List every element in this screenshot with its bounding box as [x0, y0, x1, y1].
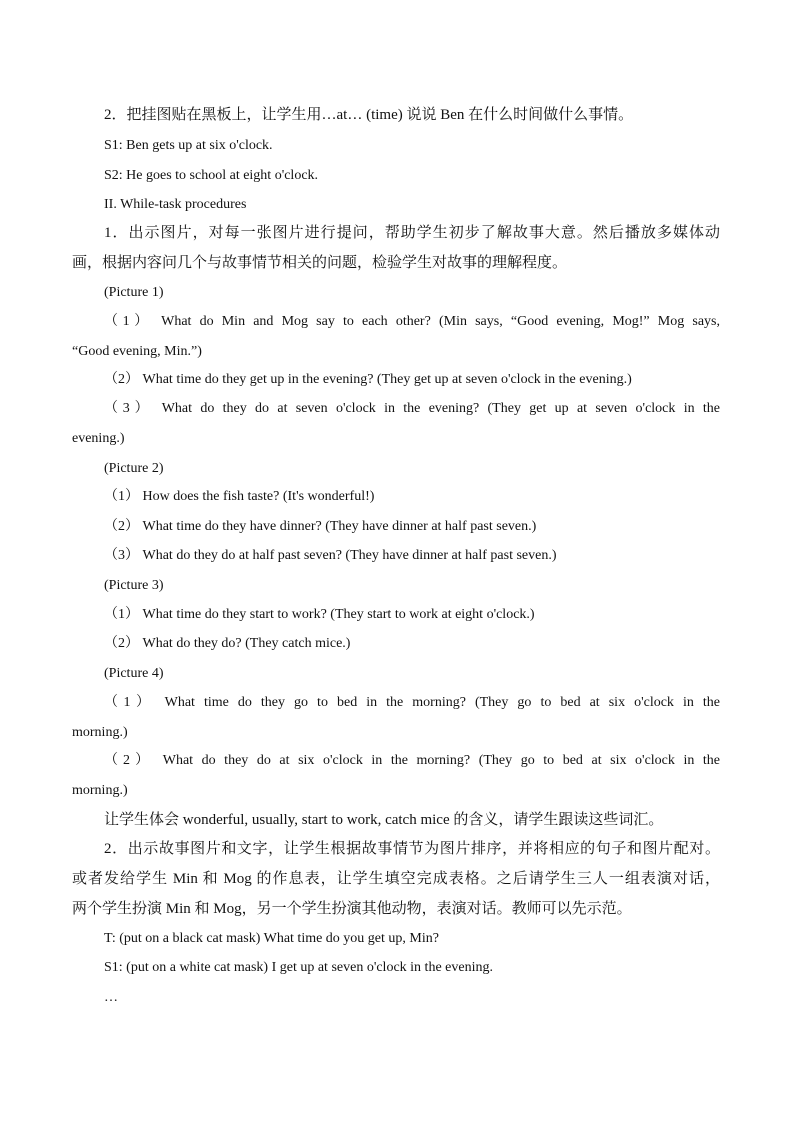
dialogue-s2: S2: He goes to school at eight o'clock. — [104, 168, 319, 183]
vocabulary-note: 让学生体会 wonderful, usually, start to work, catch mice 的含义，请学生跟读这些词汇。 — [104, 812, 664, 828]
dialogue-s1: S1: Ben gets up at six o'clock. — [104, 138, 273, 153]
picture-1-question-2: （2） What time do they get up in the evening? (They get up at seven o'clock in the evening.) — [104, 372, 632, 387]
dialogue-student: S1: (put on a white cat mask) I get up at seven o'clock in the evening. — [104, 960, 493, 975]
step-2-paragraph-line-2: 或者发给学生 Min 和 Mog 的作息表，让学生填空完成表格。之后请学生三人一组表演对话， — [72, 871, 720, 887]
step-2-paragraph-line-1: 2．出示故事图片和文字，让学生根据故事情节为图片排序，并将相应的句子和图片配对。 — [104, 841, 720, 857]
picture-2-question-2: （2） What time do they have dinner? (They have dinner at half past seven.) — [104, 519, 537, 534]
picture-3-question-2: （2） What do they do? (They catch mice.) — [104, 636, 351, 651]
picture-1-question-3-line-2: evening.) — [72, 431, 125, 446]
step-2-paragraph-line-3: 两个学生扮演 Min 和 Mog，另一个学生扮演其他动物，表演对话。教师可以先示范。 — [72, 901, 632, 917]
picture-1-question-1-line-1: （1） What do Min and Mog say to each other? (Min says, “Good evening, Mog!” Mog says, — [104, 314, 720, 329]
picture-2-label: (Picture 2) — [104, 461, 164, 476]
picture-4-label: (Picture 4) — [104, 666, 164, 681]
picture-4-question-2-line-2: morning.) — [72, 783, 128, 798]
dialogue-teacher: T: (put on a black cat mask) What time do you get up, Min? — [104, 931, 439, 946]
picture-4-question-1-line-1: （1） What time do they go to bed in the morning? (They go to bed at six o'clock in the — [104, 695, 720, 710]
picture-3-label: (Picture 3) — [104, 578, 164, 593]
section-heading: II. While-task procedures — [104, 197, 247, 212]
picture-3-question-1: （1） What time do they start to work? (They start to work at eight o'clock.) — [104, 607, 535, 622]
ellipsis: … — [104, 990, 118, 1005]
picture-1-question-3-line-1: （3） What do they do at seven o'clock in the evening? (They get up at seven o'clock in the — [104, 401, 720, 416]
picture-4-question-2-line-1: （2） What do they do at six o'clock in the morning? (They go to bed at six o'clock in the — [104, 753, 720, 768]
picture-4-question-1-line-2: morning.) — [72, 725, 128, 740]
step-1-paragraph-line-1: 1．出示图片，对每一张图片进行提问，帮助学生初步了解故事大意。然后播放多媒体动 — [104, 225, 720, 241]
picture-2-question-1: （1） How does the fish taste? (It's wonderful!) — [104, 489, 375, 504]
picture-1-label: (Picture 1) — [104, 285, 164, 300]
step-1-paragraph-line-2: 画，根据内容问几个与故事情节相关的问题，检验学生对故事的理解程度。 — [72, 255, 568, 271]
picture-2-question-3: （3） What do they do at half past seven? (They have dinner at half past seven.) — [104, 548, 557, 563]
step-2-instruction: 2．把挂图贴在黑板上，让学生用…at… (time) 说说 Ben 在什么时间做什么事情。 — [104, 107, 634, 123]
picture-1-question-1-line-2: “Good evening, Min.”) — [72, 344, 202, 359]
